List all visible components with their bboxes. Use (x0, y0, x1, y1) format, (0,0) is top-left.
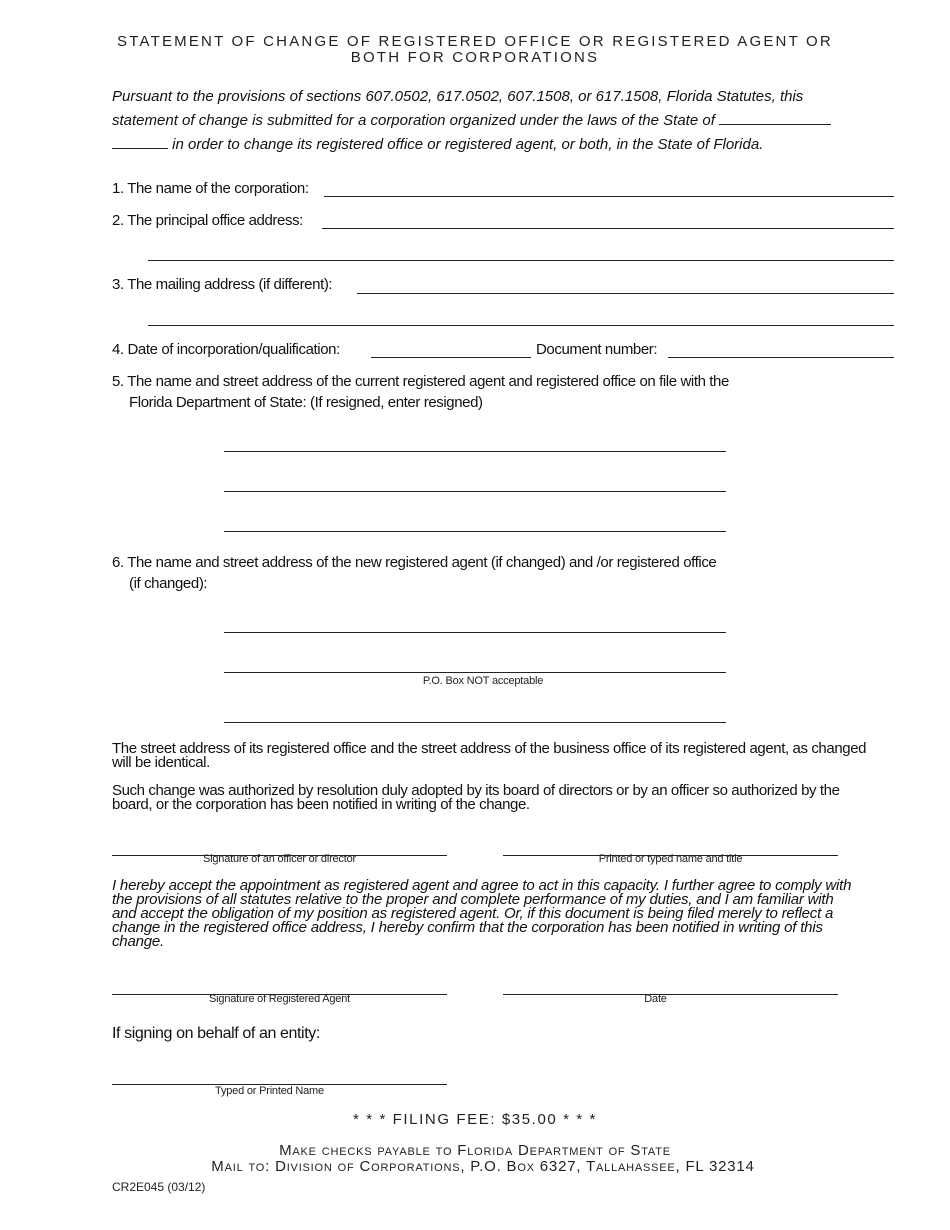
intro-text-part2: in order to change its registered office or registered agent, or both, in the State of Florida. (172, 136, 764, 153)
incorporation-date-field[interactable] (371, 357, 531, 358)
state-of-incorporation-field-cont[interactable] (112, 134, 168, 149)
authorization-statement: Such change was authorized by resolution duly adopted by its board of directors or by an officer so authorized by the board, or the corporation has been notified in writing of the change. (112, 782, 840, 813)
current-agent-label-line1: 5. The name and street address of the current registered agent and registered office on file with the (112, 373, 729, 390)
new-agent-label-line2: (if changed): (129, 575, 208, 592)
form-title-line2: BOTH FOR CORPORATIONS (350, 49, 600, 66)
mailing-address-field[interactable] (357, 293, 894, 294)
incorporation-date-label: 4. Date of incorporation/qualification: (112, 341, 340, 358)
printed-name-label: Printed or typed name and title (598, 853, 743, 865)
principal-office-field-line2[interactable] (148, 260, 894, 261)
po-box-note: P.O. Box NOT acceptable (422, 675, 544, 687)
typed-name-label: Typed or Printed Name (215, 1085, 324, 1097)
current-agent-field-1[interactable] (224, 451, 726, 452)
corporation-name-field[interactable] (324, 196, 894, 197)
new-agent-field-3[interactable] (224, 722, 726, 723)
new-agent-field-2[interactable] (224, 672, 726, 673)
new-agent-label-line1: 6. The name and street address of the new registered agent (if changed) and /or registered office (112, 554, 717, 571)
state-of-incorporation-field[interactable] (719, 110, 831, 125)
document-number-field[interactable] (668, 357, 894, 358)
filing-fee: * * * FILING FEE: $35.00 * * * (353, 1111, 597, 1128)
agent-signature-label: Signature of Registered Agent (209, 993, 350, 1005)
document-number-label: Document number: (536, 341, 658, 358)
current-agent-label-line2: Florida Department of State: (If resigned, enter resigned) (129, 394, 483, 411)
current-agent-field-3[interactable] (224, 531, 726, 532)
new-agent-field-1[interactable] (224, 632, 726, 633)
mailing-address-field-line2[interactable] (148, 325, 894, 326)
principal-office-field[interactable] (322, 228, 894, 229)
mailing-address-label: 3. The mailing address (if different): (112, 276, 333, 293)
checks-payable-note: Make checks payable to Florida Department of State (279, 1142, 671, 1159)
identical-address-statement: The street address of its registered office and the street address of the business office of its registered agent, as changed will be identical. (112, 740, 867, 771)
principal-office-label: 2. The principal office address: (112, 212, 303, 229)
mailing-instructions: Mail to: Division of Corporations, P.O. Box 6327, Tallahassee, FL 32314 (211, 1158, 755, 1175)
date-label: Date (644, 993, 667, 1005)
corporation-name-label: 1. The name of the corporation: (112, 180, 309, 197)
intro-text-part1: Pursuant to the provisions of sections 607.0502, 617.0502, 607.1508, or 617.1508, Florida Statutes, this statement of change is submitted for a corporation organized under the laws of the State of (112, 88, 804, 129)
current-agent-field-2[interactable] (224, 491, 726, 492)
form-id: CR2E045 (03/12) (112, 1180, 206, 1194)
form-title-line1: STATEMENT OF CHANGE OF REGISTERED OFFICE OR REGISTERED AGENT OR (117, 33, 833, 50)
officer-signature-label: Signature of an officer or director (203, 853, 356, 865)
intro-paragraph (112, 85, 842, 157)
agent-acceptance-statement: I hereby accept the appointment as registered agent and agree to act in this capacity. I further agree to comply with the provisions of all statutes relative to the proper and complete performance of my duties, and I am familiar with and accept the obligation of my position as registered agent. Or, if this document is being filed merely to reflect a change in the registered office address, I hereby confirm that the corporation has been notified in writing of this change. (112, 877, 852, 950)
entity-prompt: If signing on behalf of an entity: (112, 1025, 320, 1042)
